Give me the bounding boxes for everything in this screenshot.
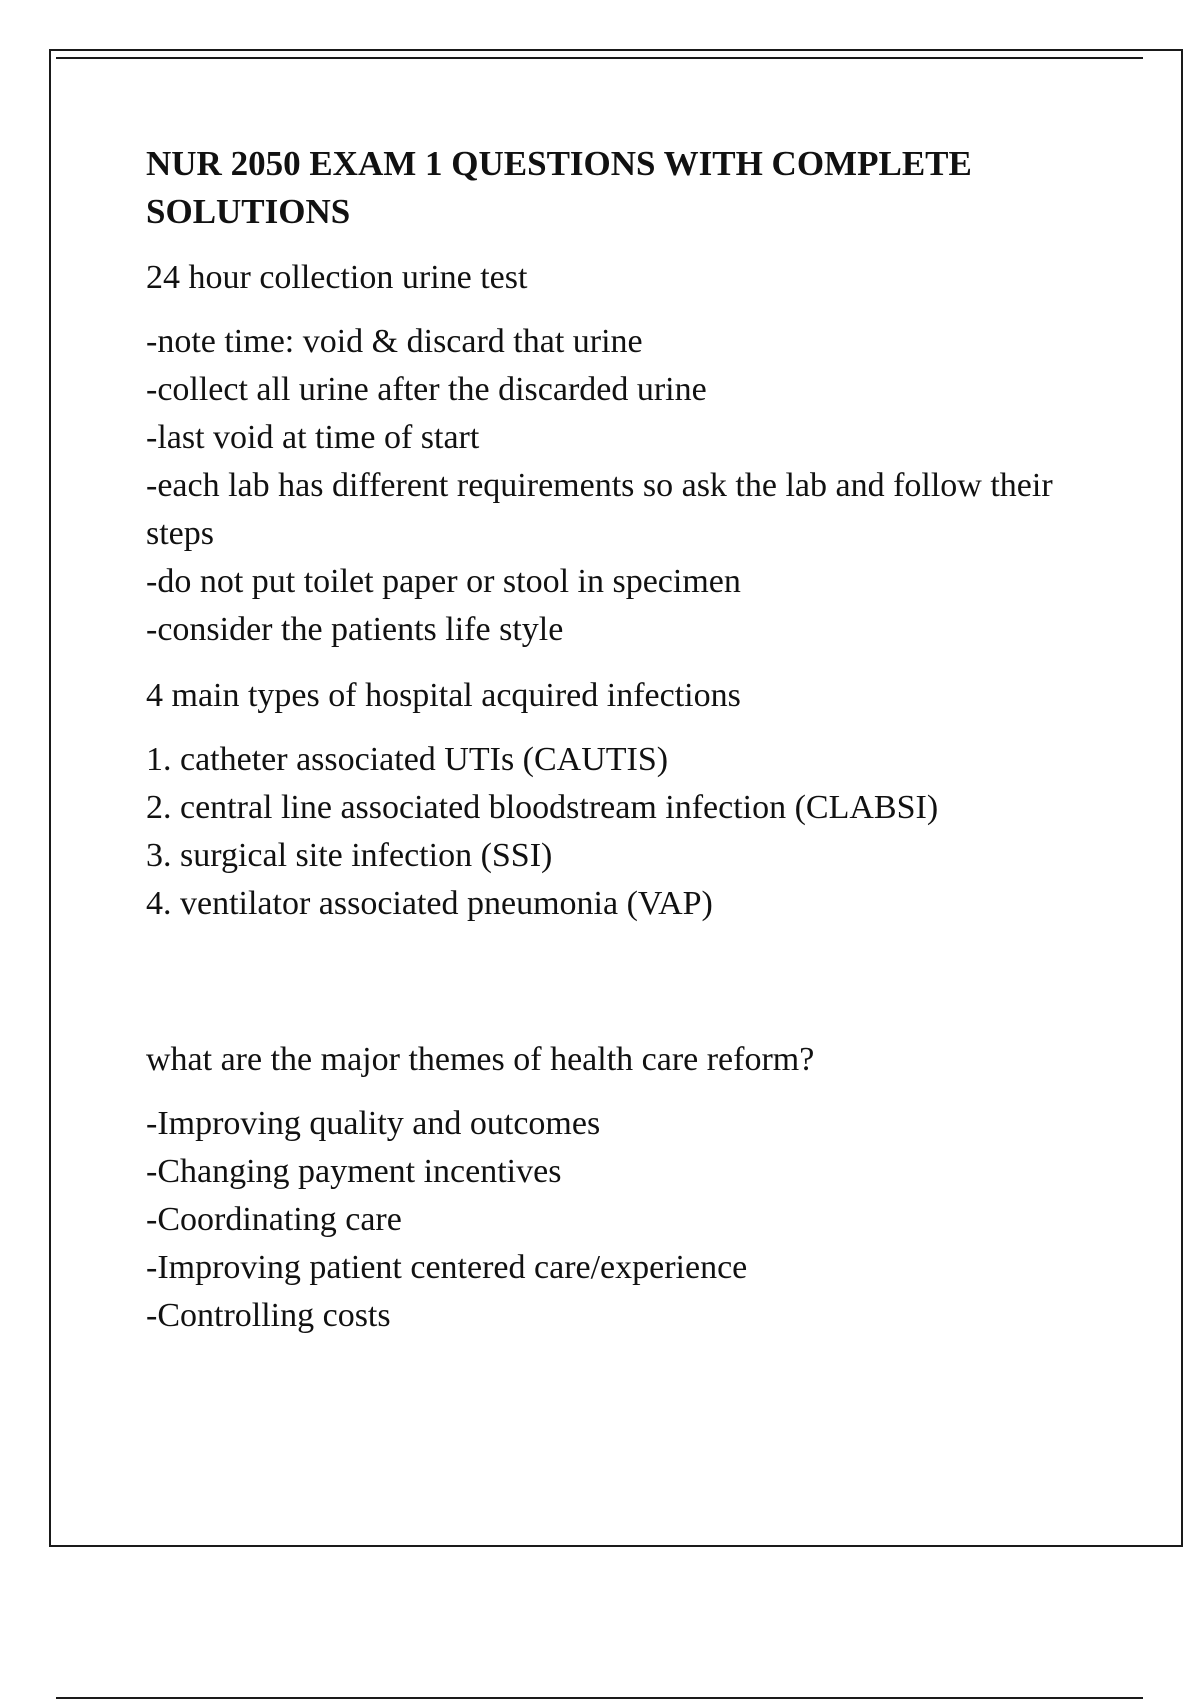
footer-rule — [56, 1697, 1143, 1699]
answer-line: -collect all urine after the discarded urine — [146, 371, 707, 408]
answer-line: -do not put toilet paper or stool in specimen — [146, 563, 741, 600]
answer-line: 2. central line associated bloodstream infection (CLABSI) — [146, 789, 939, 826]
question-text: 24 hour collection urine test — [146, 259, 528, 296]
answer-list — [146, 1100, 1066, 1340]
answer-line: -Coordinating care — [146, 1201, 402, 1238]
header-rule — [56, 57, 1143, 59]
answer-line: 1. catheter associated UTIs (CAUTIS) — [146, 741, 669, 778]
qa-block-infections — [146, 672, 1066, 928]
answer-line: -Improving quality and outcomes — [146, 1105, 601, 1142]
answer-line: -note time: void & discard that urine — [146, 323, 643, 360]
answer-line: -each lab has different requirements so ask the lab and follow their steps — [146, 467, 1053, 552]
qa-block-health-reform — [146, 1036, 1066, 1340]
answer-line: -consider the patients life style — [146, 611, 564, 648]
answer-line: 4. ventilator associated pneumonia (VAP) — [146, 885, 713, 922]
answer-list — [146, 736, 1066, 928]
answer-line: -last void at time of start — [146, 419, 480, 456]
document-body — [146, 140, 1066, 1340]
document-title: NUR 2050 EXAM 1 QUESTIONS WITH COMPLETE SOLUTIONS — [146, 144, 972, 231]
answer-line: -Changing payment incentives — [146, 1153, 562, 1190]
qa-block-urine-test — [146, 254, 1066, 654]
answer-line: -Controlling costs — [146, 1297, 391, 1334]
answer-line: -Improving patient centered care/experience — [146, 1249, 748, 1286]
question-text: what are the major themes of health care reform? — [146, 1041, 815, 1078]
question-text: 4 main types of hospital acquired infections — [146, 677, 741, 714]
answer-list — [146, 318, 1066, 654]
answer-line: 3. surgical site infection (SSI) — [146, 837, 553, 874]
